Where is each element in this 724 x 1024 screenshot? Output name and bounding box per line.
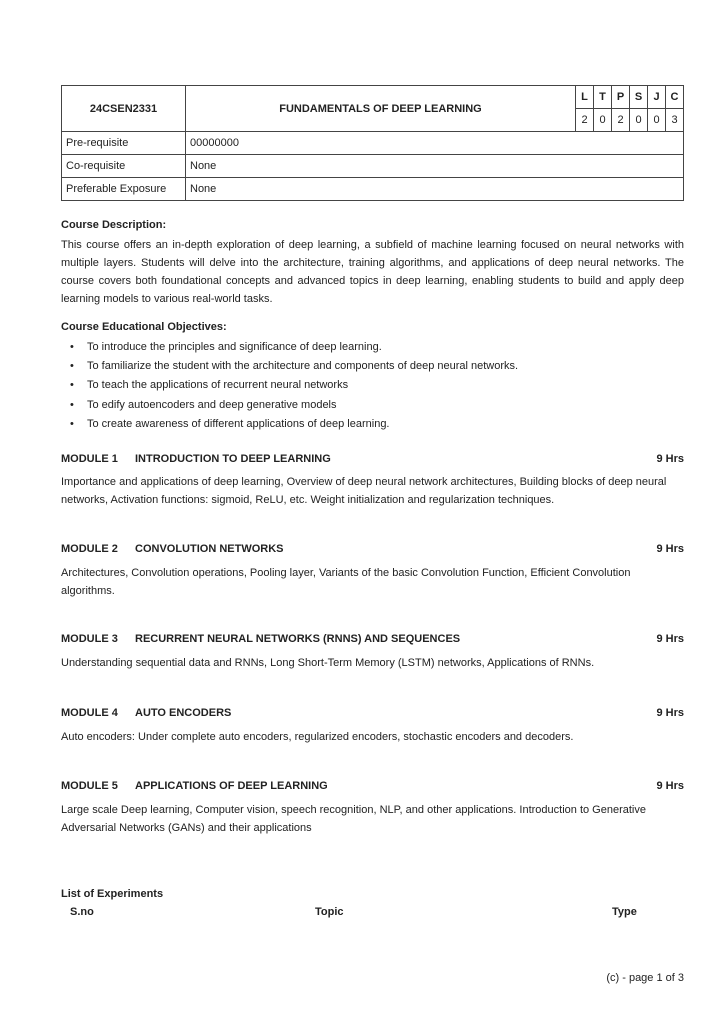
module-4-header (61, 707, 684, 723)
ltpsjc-header-l: L (576, 86, 594, 109)
module-number: MODULE 1 (61, 453, 118, 465)
ltpsjc-value-l: 2 (576, 109, 594, 132)
objective-text: To edify autoencoders and deep generative models (87, 398, 337, 411)
module-2-content: Architectures, Convolution operations, Pooling layer, Variants of the basic Convolution Function, Efficient Convolution algorithms. (61, 567, 631, 597)
list-item (61, 338, 681, 357)
course-description-text: This course offers an in-depth exploration of deep learning, a subfield of machine learning focused on neural networks with multiple layers. Students will delve into the architecture, training algorithms, and applications of deep neural networks. The course covers both foundational concepts and advanced topics in deep learning, enabling students to build and apply deep learning models to various real-world tasks. (61, 239, 684, 305)
objective-text: To create awareness of different applications of deep learning. (87, 417, 390, 430)
ltpsjc-value-p: 2 (612, 109, 630, 132)
module-2-header (61, 543, 684, 559)
ltpsjc-header-j: J (648, 86, 666, 109)
ltpsjc-header-s: S (630, 86, 648, 109)
objectives-heading: Course Educational Objectives: (61, 321, 227, 333)
preferable-exposure-label: Preferable Exposure (62, 178, 186, 201)
bullet-icon: • (70, 417, 74, 430)
objective-text: To introduce the principles and significance of deep learning. (87, 341, 382, 353)
ltpsjc-value-s: 0 (630, 109, 648, 132)
ltpsjc-value-j: 0 (648, 109, 666, 132)
course-title: FUNDAMENTALS OF DEEP LEARNING (186, 86, 576, 132)
module-5-header (61, 780, 684, 796)
module-hours: 9 Hrs (656, 633, 684, 645)
list-item (61, 357, 681, 376)
module-1-header (61, 453, 684, 469)
module-title: APPLICATIONS OF DEEP LEARNING (135, 780, 328, 792)
module-hours: 9 Hrs (656, 707, 684, 719)
prerequisite-label: Pre-requisite (62, 132, 186, 155)
bullet-icon: • (70, 379, 74, 392)
ltpsjc-header-p: P (612, 86, 630, 109)
module-title: AUTO ENCODERS (135, 707, 232, 719)
preferable-exposure-value: None (186, 178, 684, 201)
ltpsjc-value-t: 0 (594, 109, 612, 132)
experiments-heading: List of Experiments (61, 888, 164, 900)
ltpsjc-header-c: C (666, 86, 684, 109)
module-5-content: Large scale Deep learning, Computer vision, speech recognition, NLP, and other applications. Introduction to Generative Adversarial Networks (GANs) and their applications (61, 804, 646, 834)
course-code: 24CSEN2331 (62, 86, 186, 132)
module-number: MODULE 2 (61, 543, 118, 555)
bullet-icon: • (70, 398, 74, 411)
module-4-content: Auto encoders: Under complete auto encoders, regularized encoders, stochastic encoders and decoders. (61, 731, 574, 743)
module-hours: 9 Hrs (656, 780, 684, 792)
ltpsjc-header-t: T (594, 86, 612, 109)
objective-text: To teach the applications of recurrent neural networks (87, 379, 349, 392)
module-title: CONVOLUTION NETWORKS (135, 543, 284, 555)
list-item (61, 396, 681, 415)
course-description-heading: Course Description: (61, 219, 167, 231)
corequisite-label: Co-requisite (62, 155, 186, 178)
module-3-content: Understanding sequential data and RNNs, Long Short-Term Memory (LSTM) networks, Applications of RNNs. (61, 657, 595, 669)
column-header-topic: Topic (315, 906, 344, 918)
module-title: RECURRENT NEURAL NETWORKS (RNNS) AND SEQUENCES (135, 633, 461, 645)
list-item (61, 415, 681, 434)
module-hours: 9 Hrs (656, 543, 684, 555)
module-1-content: Importance and applications of deep learning, Overview of deep neural network architectures, Building blocks of deep neural networks, Activation functions: sigmoid, ReLU, etc. Weight initialization and regularization techniques. (61, 476, 667, 506)
module-3-header (61, 633, 684, 649)
list-item (61, 376, 681, 395)
module-hours: 9 Hrs (656, 453, 684, 465)
bullet-icon: • (70, 341, 74, 353)
objective-text: To familiarize the student with the architecture and components of deep neural networks. (87, 360, 519, 373)
course-header-table (61, 85, 684, 201)
page-footer: (c) - page 1 of 3 (606, 972, 684, 984)
module-number: MODULE 4 (61, 707, 118, 719)
column-header-type: Type (612, 906, 637, 918)
module-number: MODULE 5 (61, 780, 118, 792)
module-number: MODULE 3 (61, 633, 118, 645)
module-title: INTRODUCTION TO DEEP LEARNING (135, 453, 331, 465)
column-header-sno: S.no (70, 906, 94, 918)
objectives-list (61, 338, 681, 434)
corequisite-value: None (186, 155, 684, 178)
ltpsjc-value-c: 3 (666, 109, 684, 132)
bullet-icon: • (70, 360, 74, 373)
prerequisite-value: 00000000 (186, 132, 684, 155)
